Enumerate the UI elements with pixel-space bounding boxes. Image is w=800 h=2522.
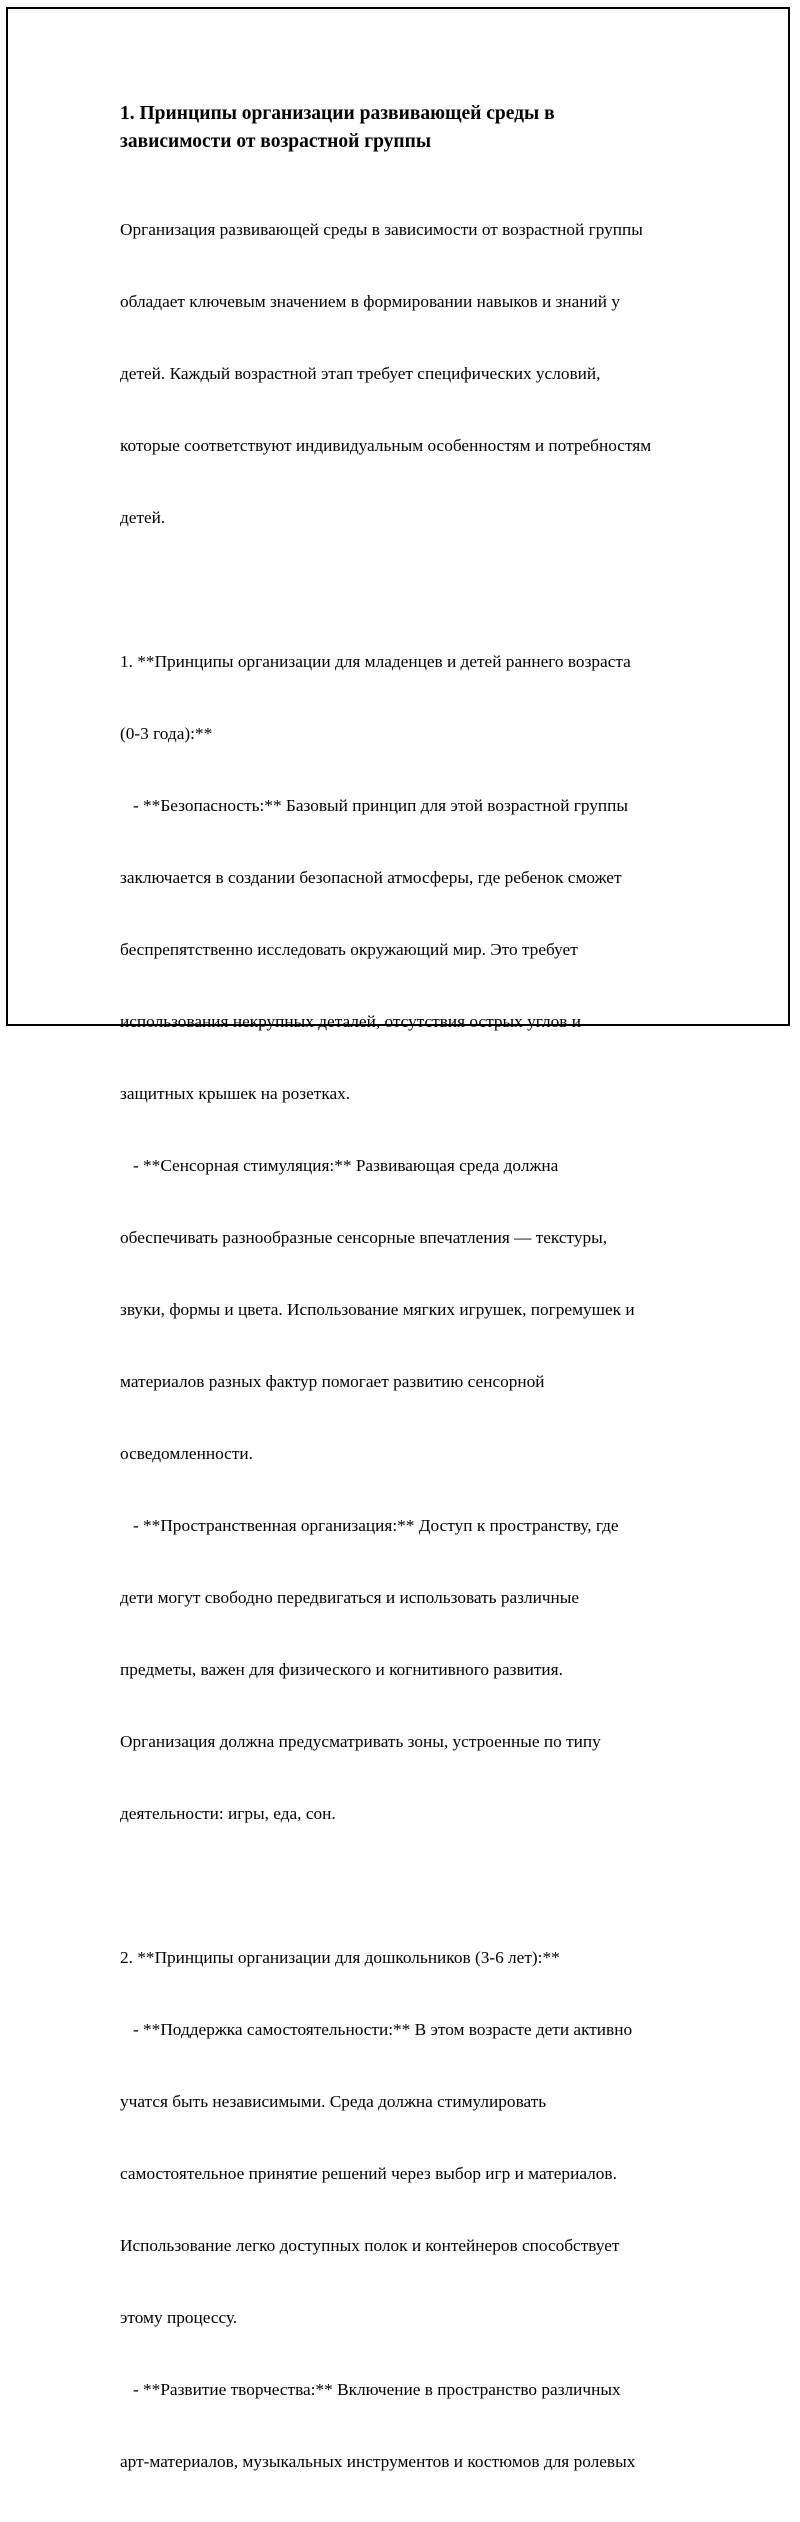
- text-line: этому процессу.: [120, 2308, 238, 2327]
- text-line: - **Безопасность:** Базовый принцип для этой возрастной группы: [120, 796, 629, 815]
- section-infants: [120, 602, 700, 1874]
- text-line: Организация развивающей среды в зависимости от возрастной группы: [120, 220, 643, 239]
- title-line: 1. Принципы организации развивающей среды в: [120, 103, 555, 124]
- text-line: деятельности: игры, еда, сон.: [120, 1804, 336, 1823]
- document-body: [120, 100, 700, 2522]
- text-line: - **Развитие творчества:** Включение в пространство различных: [120, 2380, 621, 2399]
- text-line: 1. **Принципы организации для младенцев и детей раннего возраста: [120, 652, 631, 671]
- text-line: предметы, важен для физического и когнитивного развития.: [120, 1660, 563, 1679]
- text-line: которые соответствуют индивидуальным особенностям и потребностям: [120, 436, 652, 455]
- text-line: Использование легко доступных полок и контейнеров способствует: [120, 2236, 620, 2255]
- text-line: Организация должна предусматривать зоны, устроенные по типу: [120, 1732, 601, 1751]
- page-frame: [6, 7, 790, 2471]
- text-line: осведомленности.: [120, 1444, 253, 1463]
- section-title: [120, 100, 700, 156]
- text-line: использования некрупных деталей, отсутствия острых углов и: [120, 1012, 581, 1031]
- text-line: учатся быть независимыми. Среда должна стимулировать: [120, 2092, 547, 2111]
- text-line: - **Пространственная организация:** Доступ к пространству, где: [120, 1516, 619, 1535]
- text-line: - **Поддержка самостоятельности:** В этом возрасте дети активно: [120, 2020, 633, 2039]
- text-line: материалов разных фактур помогает развитию сенсорной: [120, 1372, 545, 1391]
- text-line: звуки, формы и цвета. Использование мягких игрушек, погремушек и: [120, 1300, 635, 1319]
- section-preschool: [120, 1898, 700, 2522]
- text-line: защитных крышек на розетках.: [120, 1084, 351, 1103]
- text-line: арт-материалов, музыкальных инструментов и костюмов для ролевых: [120, 2452, 636, 2471]
- text-line: детей.: [120, 508, 166, 527]
- text-line: беспрепятственно исследовать окружающий мир. Это требует: [120, 940, 578, 959]
- text-line: обладает ключевым значением в формировании навыков и знаний у: [120, 292, 620, 311]
- text-line: самостоятельное принятие решений через выбор игр и материалов.: [120, 2164, 617, 2183]
- title-line: зависимости от возрастной группы: [120, 131, 432, 152]
- text-line: заключается в создании безопасной атмосферы, где ребенок сможет: [120, 868, 622, 887]
- paragraph-gap: [120, 578, 700, 602]
- text-line: обеспечивать разнообразные сенсорные впечатления — текстуры,: [120, 1228, 608, 1247]
- text-line: - **Сенсорная стимуляция:** Развивающая среда должна: [120, 1156, 559, 1175]
- text-line: (0-3 года):**: [120, 724, 213, 743]
- intro-paragraph: [120, 170, 700, 578]
- text-line: 2. **Принципы организации для дошкольников (3-6 лет):**: [120, 1948, 560, 1967]
- text-line: дети могут свободно передвигаться и использовать различные: [120, 1588, 580, 1607]
- text-line: детей. Каждый возрастной этап требует специфических условий,: [120, 364, 601, 383]
- paragraph-gap: [120, 1874, 700, 1898]
